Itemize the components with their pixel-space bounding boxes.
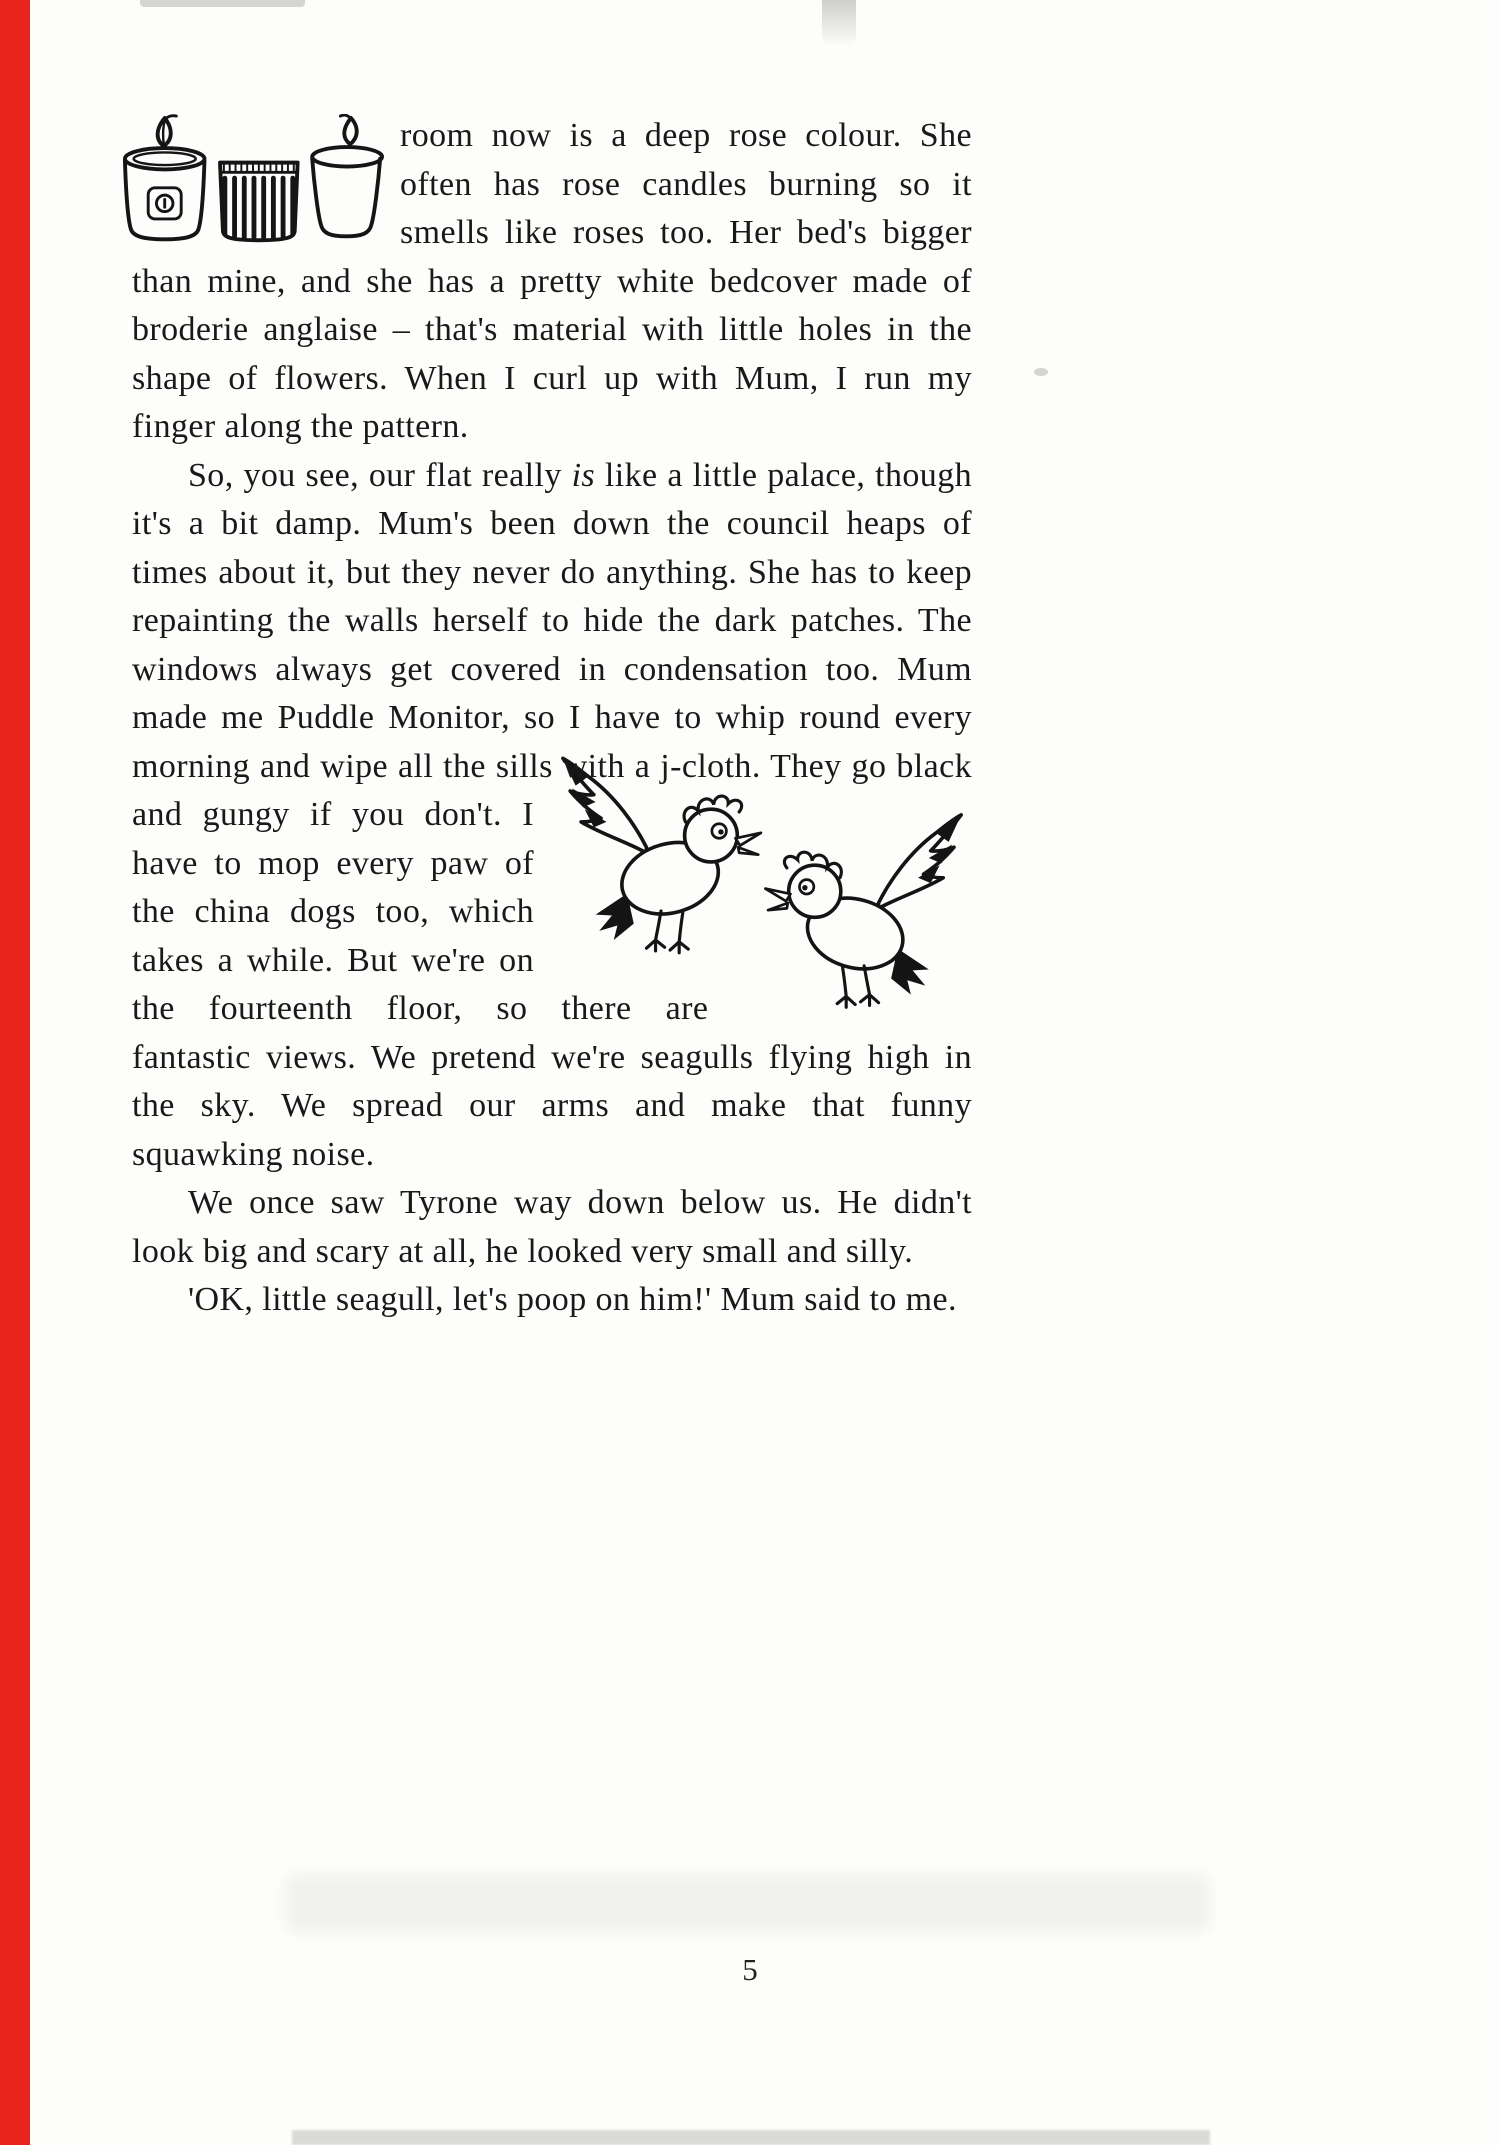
paragraph-2-text-c: sills with a j-cloth. They go black and gungy if you don't. I have to mop every paw of the china dogs too, which takes a while. But we're on the fourteenth floor, so there are fantastic views. We pretend we're seagulls flying high in the sky. We spread our arms and make that funny squawking noise. — [132, 747, 972, 1173]
left-margin-stripe — [0, 0, 30, 2145]
paragraph-4-text: 'OK, little seagull, let's poop on him!' Mum said to me. — [188, 1281, 957, 1318]
seagulls-illustration — [552, 747, 972, 1025]
scan-artifact — [292, 2130, 1210, 2145]
paragraph-1 — [132, 112, 972, 452]
paragraph-3-text: We once saw Tyrone way down below us. He didn't look big and scary at all, he looked very small and silly. — [132, 1184, 972, 1270]
page-number: 5 — [742, 1952, 758, 1987]
paragraph-2-italic-word: is — [571, 456, 596, 494]
paragraph-4 — [132, 1276, 972, 1325]
paragraph-2-text-a: So, you see, our flat really — [188, 456, 572, 494]
scan-artifact — [1034, 368, 1048, 376]
page-text — [132, 112, 972, 1325]
paragraph-2 — [132, 452, 972, 1180]
scan-artifact — [822, 0, 856, 46]
paragraph-2-text-b: like a little palace, though it's a bit damp. Mum's been down the council heaps of times about it, but they never do anything. She has to keep repainting the walls herself to hide the dark patches. The windows always get covered in condensation too. Mum made me Puddle Monitor, so I have to whip round every morning and wipe all the — [132, 456, 972, 785]
candles-illustration — [122, 114, 384, 252]
scan-artifact — [140, 0, 305, 7]
paragraph-1-text: room now is a deep rose colour. She often has rose candles burning so it smells like roses too. Her bed's bigger than mine, and she has a pretty white bedcover made of broderie anglaise – that's material with little holes in the shape of flowers. When I curl up with Mum, I run my finger along the pattern. — [132, 117, 972, 445]
candles-icon — [122, 114, 384, 252]
seagulls-icon — [552, 747, 972, 1025]
paragraph-3 — [132, 1179, 972, 1276]
scan-artifact — [285, 1874, 1210, 1932]
